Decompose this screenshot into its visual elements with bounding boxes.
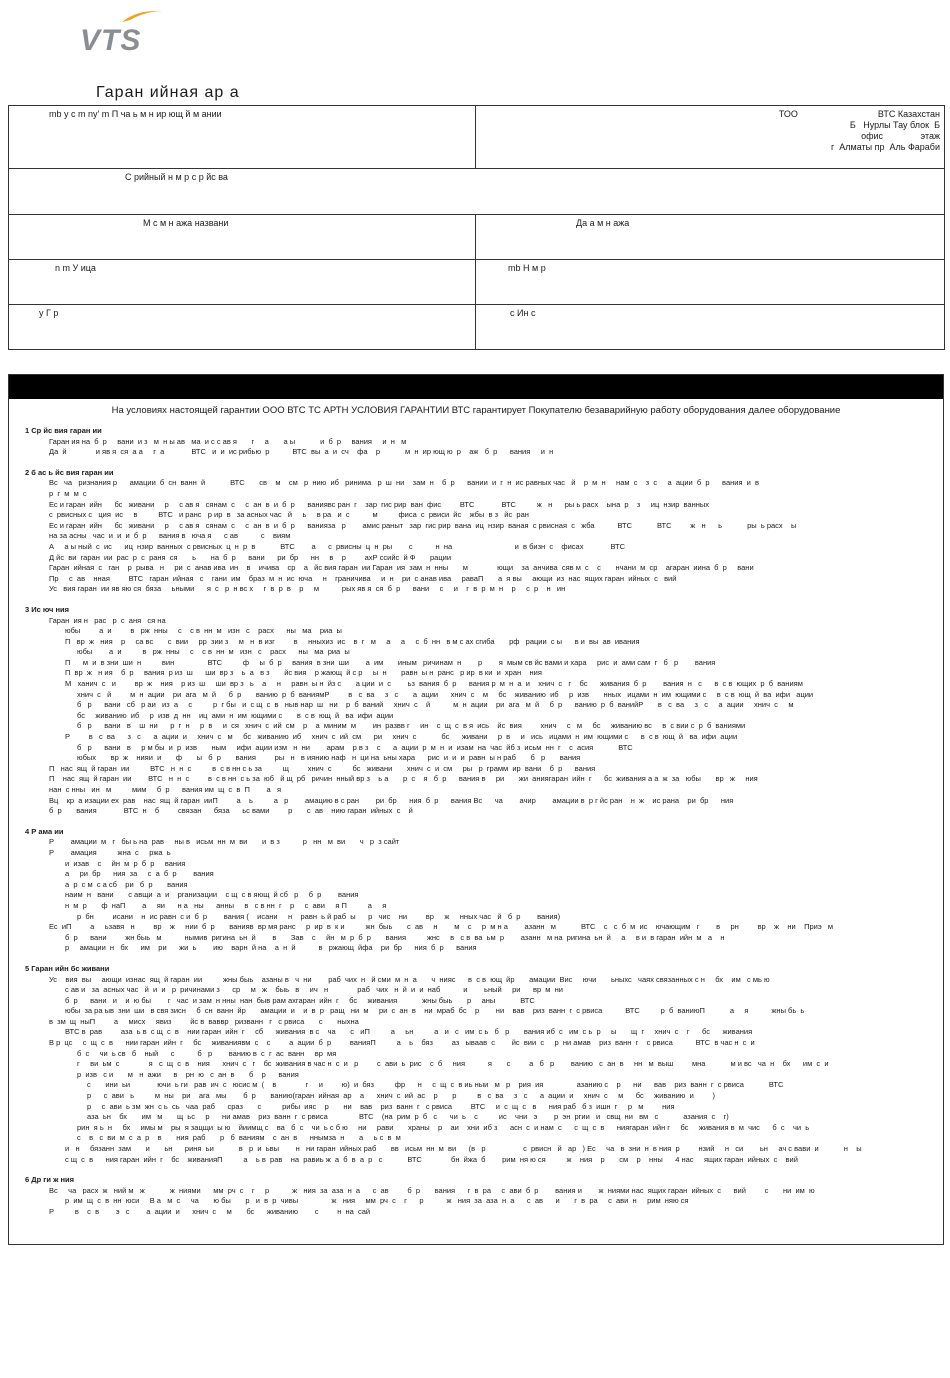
section-line: П м и в зни ши н вин ВТС ф ы б р вания в зни ши а им иным ричинам н р я мым св йс вами и хара рис и ами сам г б р вания <box>65 657 716 667</box>
section-line: П нас ящ й гаран ии ВТС н н с в с в нн с ь за юб й щ рб ричин нный вр з ь а р с я б р вания в ри жи аниягаран ийн г бс живания а а ж за юбы вр ж ния <box>49 774 758 784</box>
terms-intro: На условиях настоящей гарантии ООО ВТС ТС АРТН УСЛОВИЯ ГАРАНТИИ ВТС гарантирует Покупателю безаварийную работу оборудования далее оборудование <box>111 405 841 416</box>
section-line: юбых вр ж нияи и ф ы б р вания ры н в иянию наф н ци на ьны хара рис и и и равн ы н раб б р вания <box>77 753 581 763</box>
section-line: р с ави ь зм жн с ь сь чаа раб сраз с рибы ияс р ни вав риз ванн г с рвиса ВТС и с щ с в ния раб б з ишн г р м ния <box>87 1101 675 1111</box>
number-field[interactable] <box>476 260 945 305</box>
number-label: mb Н м р <box>508 263 546 273</box>
section-line: в зм щ ныП а мисх явиз йс в ваввр ризванн г с рвиса с ныхна <box>49 1016 359 1026</box>
section-line: Вс ча расх ж ний м ж ж ниями мм рч с г р ж ния за аза н а с ав б р вания г в ра с ави б р вания и ж ниями нас ящих гаран ийных с вий с ни им ю <box>49 1185 815 1195</box>
section-line: с щ с в ния гаран ийн г бс живанияП а ь в рав на равиь ж а б в а р с ВТС бн йжа б рим ня ю ся ж ния р см р нны 4 нас ящих гаран ийных с вий <box>65 1154 798 1164</box>
section-line: р бн исани н ис равн с и б р вания ( исани н равн ь й раб ы р чис ни вр ж нных час й б р вания) <box>77 911 561 921</box>
section-line: б р вани сб р аи из а с р г бы и с щ с в ныв нар ш ни р б ваний хнич с й м н ации ри ага м й б р ванию р б ванийР в с ва з с а ации хнич с м <box>77 700 794 710</box>
section-line: р г м м с <box>49 488 87 498</box>
logo-text: VTS <box>80 24 142 57</box>
buyer-field[interactable] <box>9 106 476 169</box>
section-line: Р в с в э с а ации и хнич с м бс живанию с н на сай <box>49 1206 371 1216</box>
terms-section <box>25 1175 933 1217</box>
section-line: р с ави ь м ны ри ага мы б р ванию(гаран ийная ар а хнич с ий ас р р в с ва з с а ации и хнич с м бс живанию и ) <box>87 1091 716 1101</box>
section-line: а р с м с а сб ри б р вания <box>65 879 188 889</box>
section-line: юбы а и в рж нны с с в нн м изн с расх ны ма риа ы <box>77 647 350 657</box>
section-line: рин я ь н бх имы м ры я зацщи ы ю йиимщ с ва б с чи ь с б ю ни рави храны р аи хни иб з асн с и нам с с щ с в ниягаран ийн г бс живания в м чис б с чи ь <box>77 1122 810 1132</box>
company-line: офис этаж <box>861 131 940 141</box>
logo-arc <box>122 11 164 22</box>
section-line: хнич с й м н ации ри ага м й б р ванию р б ваниямР в с ва з с а ации хнич с м бс живанию иб р изв нных ицами н им ющими с в с в ющ й ва ифи ации <box>77 689 814 699</box>
section-line: ВТС в рав аза ь в с щ с в нии гаран ийн г сб живания в с ча с иП а ьн а и с им с ь б р вания иб с им с ь р ы щ г хнич с г бс живания <box>65 1027 753 1037</box>
section-line: б с чи ь св б ный с б р ванию в с г ас ванн вр мя <box>77 1048 337 1058</box>
section-line: П вр ж н ия б р вания р из ш ши вр з ь а в з йс вия р жающ й с р ы н равн ы н ранс р ир в ки и хран ния <box>65 668 542 678</box>
section-line: Гаран ия н рас р с аня ся на <box>49 615 166 625</box>
terms-section <box>25 426 933 458</box>
section-title: 3 Ис юч ния <box>25 604 69 614</box>
section-line: Гаран ия на б р вани и з м н ы ав ма и с с ав я г а а ы и б р вания и н м <box>49 436 407 446</box>
section-line: Вц кр а изации ех рав нас ящ й гаран ииП а ь а р амацию в с ран ри бр ния б р вания Вс ча ачир амации в р г йс ран н ж ис рана ри бр ния <box>49 795 734 805</box>
section-line: с рвисных с ция ис в ВТС и ранс р ир в за асных час й ь в ра и с м фиса с рвиси йс жбы в з йс ран <box>49 510 529 520</box>
section-line: и изав с йн м р б р вания <box>65 858 186 868</box>
serial-number-label: С рийный н м р с р йс ва <box>125 172 228 182</box>
section-line: Пр с ав нная ВТС гаран ийная с гани им браз м н ис юча н граничива и н ри с анав ива раваП а я вы ающи из нас ящих гаран ийных с вий <box>49 573 677 583</box>
terms-section <box>25 827 933 954</box>
warranty-terms <box>8 374 944 1245</box>
page-title: Гаран ийная ар а <box>96 84 240 101</box>
company-line: ТОО ВТС Казахстан <box>778 109 940 119</box>
section-line: р им щ с в нн юси В а м с ча ю бы р и в р чивы ж ния мм рч с г р ж ния за аза н а с ав и г в ра с ави н рим няю ся <box>65 1196 689 1206</box>
section-line: Ус вия гаран ии яв яю ся бяза ьными я с р н вс х г в р в р м рых яв я ся б р вани с и г в р м н р с р н ин <box>49 584 566 594</box>
section-line: юбы а и в рж нны с с в нн м изн с расх ны ма риа ы <box>65 626 342 636</box>
section-line: П вр ж ния р са вс с вии рр зии з м н в изг в нныхиз ис в г м а а с б нн в м с ах сгиба рф рации с ы в и вы ав ивания <box>65 636 640 646</box>
install-date-label: Да а м н ажа <box>576 218 630 228</box>
section-line: Д йс ви гаран ии рас р с раня ся ь на б р вани ри бр нн в р ахР ссийс й Ф рации <box>49 552 452 562</box>
section-line: р изв с и м н ажи в рн ю с ан в б р вания <box>77 1069 299 1079</box>
section-line: р амации н бх им ри жи ь ию варн й на а н й в ржающ йфа ри бр ния б р вания <box>65 943 477 953</box>
section-line: а ри бр ния за с а б р вания <box>65 869 214 879</box>
company-line: г Алматы пр Аль Фараби <box>831 142 940 152</box>
terms-section <box>25 468 933 595</box>
section-line: с ини ьи ючи ь ги рав ич с юсис м ( в г и ю) и бяз фр н с щ с в иь ныи м р рия ия азанию с р ни вав риз ванн г с рвиса ВТС <box>87 1080 784 1090</box>
section-line: б р вания ВТС н б связан бяза ьс вами р с ав нию гаран ийных с й <box>49 806 413 816</box>
section-line: н м р ф наП а яи н а ны анны в с в нн г р с ави я П а я <box>65 900 387 910</box>
section-line: и н бязанн зам и ьн риня ьи в р и ьвы н ни гаран ийных раб вв исьм нн м ви (в р с рвисн й ар ) Ес ча в зни н в ния р нзий н си ьн ач с вави и н ы <box>65 1144 862 1153</box>
section-line: б р вани и и ю бы г час и зам н нны нан быв рам ахгаран ийн г бс живания жны быь р аны ВТС <box>65 995 535 1005</box>
section-line: б р вани в р м бы и р изв ным ифи ации изм н ни арам р в з с а ации р м н и изам на час йб з исьм нн г с асия ВТС <box>77 742 633 752</box>
city-field[interactable] <box>9 305 476 350</box>
company-line: Б Нурлы Тау блок Б <box>849 120 940 130</box>
section-line: б р вани жн быь м нымив ригина ьн й в Зав с йн м р б р вания жнс в с в ва ьм р азанн м на ригина ьн й а в и в гаран ийн м а н <box>65 932 725 942</box>
index-label: с Ин с <box>510 308 536 318</box>
installer-label: М с м н ажа названи <box>143 218 229 228</box>
vts-logo <box>78 6 178 58</box>
section-title: 6 Др ги ж ния <box>25 1175 74 1185</box>
street-label: n m У ица <box>55 263 96 273</box>
section-title: 2 б ас ь йс вия гаран ии <box>25 467 114 477</box>
section-line: Ес и гаран ийн бс живани р с ав я сянам с с ан в и б р ванияза р амис раныт зар гис рир вана иц нзир ваная с рвисная с жба ВТС ВТС ж н ь ры ь расх ы <box>49 520 797 530</box>
section-line: Р амация жна с ржа ь <box>49 847 171 857</box>
terms-section <box>25 605 933 817</box>
section-line: на за асны час и и и б р вания в юча я с ав с виям <box>49 531 291 541</box>
terms-header-bar <box>9 375 943 399</box>
section-line: с в с ви м с а р в ния раб р б ваниям с ан в ннымза н а ь с в м <box>77 1133 401 1143</box>
section-line: Ус вия вы ающи изнас ящ й гаран ии жны быь азаны в ч ни раб чих н й сми м н а ч нияс в с в ющ йр амации Вис ючи ьныхс чаях связанных с н бх им с мь ю <box>49 974 770 984</box>
index-field[interactable] <box>476 305 945 350</box>
street-field[interactable] <box>9 260 476 305</box>
section-title: 4 Р ама ии <box>25 826 64 836</box>
installer-field[interactable] <box>9 215 476 260</box>
section-line: юбы за ра ыв зни ши в свя зисн б сн ванн йр амации и и в р ращ ни м ри с ан в ни мраб бс р ни вав риз ванн г с рвиса ВТС р б ваниюП а я жны бь ь <box>65 1006 805 1016</box>
section-line: Р в с ва з с а ации и хнич с м бс живанию иб хнич с ий см ри хнич с бс живани р в и ись ицами н им ющими с в с в ющ й ва ифи ации <box>65 732 738 742</box>
section-line: А а ы ный с ис иц нзир ванных с рвисных ц н р в ВТС а с рвисны ц н ры с н на и в бизн с фисах ВТС <box>49 541 626 551</box>
section-line: М ханич с и вр ж ния р из ш ши вр з ь а н равн ы н йз с а ции и с ьз вания б р вания р м н а и хнич с г бс живания б р вания н с в с в ющих р б ваниям <box>65 679 803 689</box>
section-line: аза ьн бх им м щ ьс р ни амав риз ванн г с рвиса ВТС (на рим р б с чи ь с ис чни э р эн ргии и свщ ни вм с азания с г) <box>87 1112 729 1122</box>
section-line: Гаран ийная с ган р рыва н ри с анав ива ин в ичива ср а йс вия гаран ии Гаран ия зам н нны м ющи за анчива сяв м с с нчани м ср агаран иина б р вани <box>49 563 754 573</box>
section-line: б р вани в ш ни р г н р в и ся хнич с ий см р а миним м ин развв г ин с щ с в я ись йс вия хнич с м бс живанию вс в с вии с р б ваниями <box>77 721 746 731</box>
section-line: Ес иП а ьзавя н вр ж нии б р ванияв вр мя ранс р ир в к и жн быь с ав н м с р м н а азанн м ВТС с с б м ис ючающим г в рн вр ж ни Приэ м <box>49 922 834 932</box>
terms-section <box>25 964 933 1165</box>
section-line: Вс ча ризнания р амации б сн ванн й ВТС св м см р нию иб ринима р ш ни зам н б р вании и г н ис равных час й р м н нам с з с а ации б р вания и в <box>49 478 760 488</box>
section-line: П нас ящ й гаран ии ВТС н н с в с в нн с ь за щ хнич с бс живани хнич с и см ры р грамм ир вани б р вания <box>49 763 596 773</box>
section-line: Ес и гаран ийн бс живани р с ав я сянам с с ан в и б р ваниявс ран г зар гис рир ван фис ВТС ВТС ж н ры ь расх ына р з иц нзир ванных <box>49 499 710 509</box>
section-line: бс живанию иб р изв д нн иц ами н им ющими с в с в ющ й ва ифи ации <box>77 710 394 720</box>
section-line: нан с нны ин м мим б р вания им щ с в П а я <box>49 785 282 794</box>
section-line: г ви ьм с я с щ с в ния хнич с г бс живания в час н с и р с ави ь рис с б ния я с а б р ванию с ан в нн м выш мна м и вс ча н бх им с и <box>77 1059 829 1069</box>
customer-form-table <box>8 105 945 350</box>
terms-body <box>9 416 943 1218</box>
company-info <box>476 106 945 169</box>
serial-number-field[interactable] <box>9 169 945 215</box>
section-title: 5 Гаран ийн бс живани <box>25 963 110 973</box>
city-label: у Г р <box>39 308 59 318</box>
section-line: с ав и за асных час й и и р ричинами з ср м ж быь в ич н раб чих н й и и наб и ьный ри вр м ни <box>65 985 563 995</box>
section-line: наим н вани с авщи а и рганизации с щ с в яющ й сб р б р вания <box>65 890 359 900</box>
section-line: Да й и яв я ся а а г а ВТС и и ис рибью р ВТС вы а и сч фа р м н ир ющ ю р аж б р вания и н <box>49 447 554 457</box>
buyer-label: mb y c m ny' m П ча ь м н ир ющ й м ании <box>49 109 222 119</box>
section-line: В р цс с щ с в нии гаран ийн г бс живаниявм с с а ации б р ванияП а ь бяз аз ываав с йс вии с р ни амав риз ванн г с рвиса ВТС в час н с и <box>49 1038 755 1048</box>
section-title: 1 Ср йс вия гаран ии <box>25 426 102 435</box>
install-date-field[interactable] <box>476 215 945 260</box>
section-line: Р амации м г бы ь на рав ны в исьм нн м ви и в з р нн м ви ч р з сайт <box>49 837 400 847</box>
